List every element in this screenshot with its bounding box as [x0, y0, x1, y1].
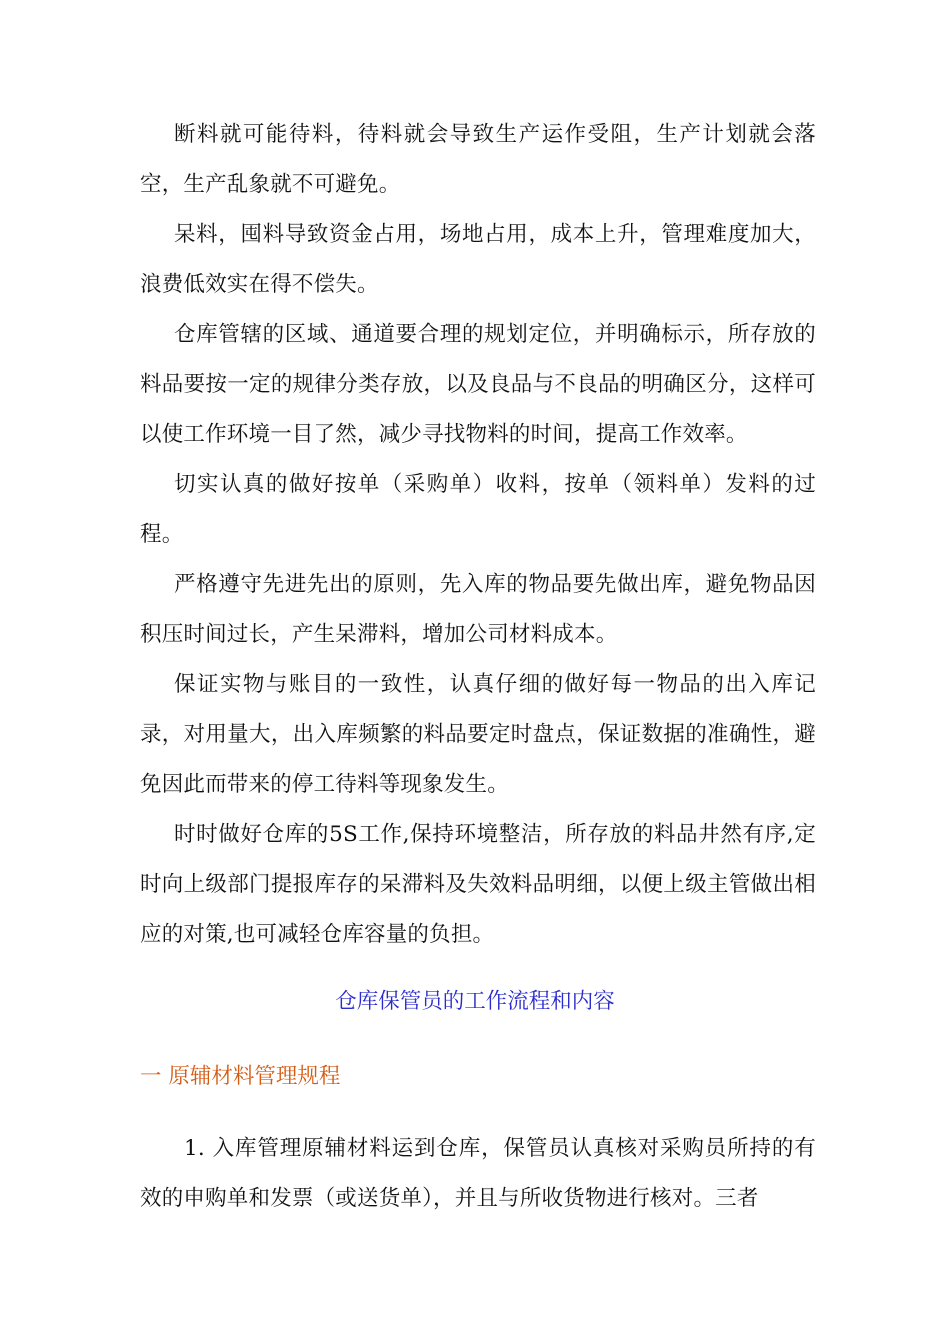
paragraph-warehouse-zoning: 仓库管辖的区域、通道要合理的规划定位，并明确标示，所存放的料品要按一定的规律分类存放，以及良品与不良品的明确区分，这样可以使工作环境一目了然，减少寻找物料的时间，提高工作效率。: [140, 322, 816, 447]
paragraph-inventory-accuracy: 保证实物与账目的一致性，认真仔细的做好每一物品的出入库记录，对用量大，出入库频繁的料品要定时盘点，保证数据的准确性，避免因此而带来的停工待料等现象发生。: [140, 672, 816, 797]
paragraph-fifo: 严格遵守先进先出的原则，先入库的物品要先做出库，避免物品因积压时间过长，产生呆滞料，增加公司材料成本。: [140, 572, 816, 647]
paragraph-order-receiving: 切实认真的做好按单（采购单）收料，按单（领料单）发料的过程。: [140, 472, 816, 547]
document-title: 仓库保管员的工作流程和内容: [335, 989, 615, 1014]
numbered-paragraph: 1. 入库管理原辅材料运到仓库，保管员认真核对采购员所持的有效的申购单和发票（或送货单），并且与所收货物进行核对。三者: [140, 1136, 816, 1211]
section-heading: 一 原辅材料管理规程: [140, 1064, 341, 1089]
paragraph-shortage: 断料就可能待料，待料就会导致生产运作受阻，生产计划就会落空，生产乱象就不可避免。: [140, 122, 816, 197]
paragraph-idle-stock: 呆料，囤料导致资金占用，场地占用，成本上升，管理难度加大，浪费低效实在得不偿失。: [140, 222, 816, 297]
paragraph-5s-work: 时时做好仓库的5S工作,保持环境整洁，所存放的料品井然有序,定时向上级部门提报库存的呆滞料及失效料品明细，以便上级主管做出相应的对策,也可减轻仓库容量的负担。: [140, 822, 816, 947]
